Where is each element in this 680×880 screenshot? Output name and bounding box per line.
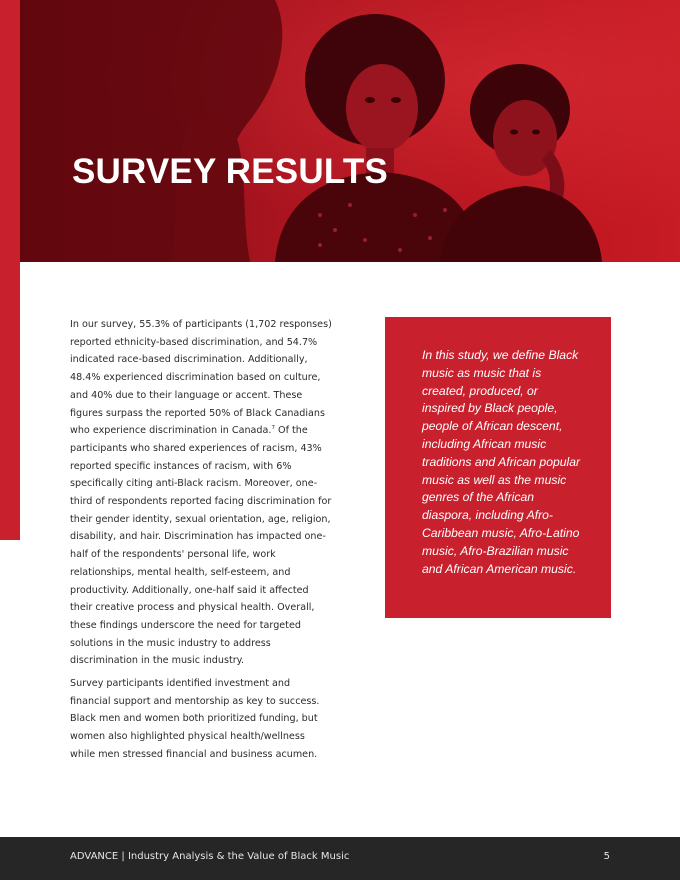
definition-callout-box xyxy=(385,317,611,618)
footer-publication-line xyxy=(70,851,349,862)
body-paragraph-1-part-2: Of the participants who shared experiences of racism, 43% reported specific instances of racism, with 6% specifically citing anti-Black racism. Moreover, one-third of respondents reported facing discrimination for their gender identity, sexual orientation, age, religion, disability, and hair. Discrimination has impacted one-half of the respondents' personal life, work relationships, mental health, self-esteem, and productivity. Additionally, one-half said it affected their creative process and physical health. Overall, these findings underscore the need for targeted solutions in the music industry to address discrimination in the music industry. xyxy=(70,425,332,667)
footer-document-title: Industry Analysis & the Value of Black Music xyxy=(127,851,350,862)
page-title: SURVEY RESULTS xyxy=(72,152,388,191)
body-text-column xyxy=(70,316,332,769)
hero-photo xyxy=(20,0,680,262)
body-paragraph-2: Survey participants identified investment and financial support and mentorship as key to success. Black men and women both prioritized funding, but women also highlighted physical health/wellness while men stressed financial and business acumen. xyxy=(70,678,320,760)
page-number: 5 xyxy=(603,851,610,862)
page-footer xyxy=(0,837,680,880)
body-paragraph-1 xyxy=(70,316,332,670)
footer-separator: | xyxy=(121,851,125,862)
footnote-reference[interactable]: 7 xyxy=(271,425,275,432)
hero-banner xyxy=(20,0,680,262)
body-paragraph-1-part-1: In our survey, 55.3% of participants (1,702 responses) reported ethnicity-based discrimination, and 54.7% indicated race-based discrimination. Additionally, 48.4% experienced discrimination based on culture, and 40% due to their language or accent. These figures surpass the reported 50% of Black Canadians who experience discrimination in Canada. xyxy=(70,319,332,437)
footer-publication: ADVANCE xyxy=(70,851,119,862)
callout-text: In this study, we define Black music as music that is created, produced, or inspired by Black people, people of African descent, including African music traditions and African popular music as well as the music genres of the African diaspora, including Afro-Caribbean music, Afro-Latino music, Afro-Brazilian music and African American music. xyxy=(422,348,581,576)
left-accent-bar xyxy=(0,0,20,540)
